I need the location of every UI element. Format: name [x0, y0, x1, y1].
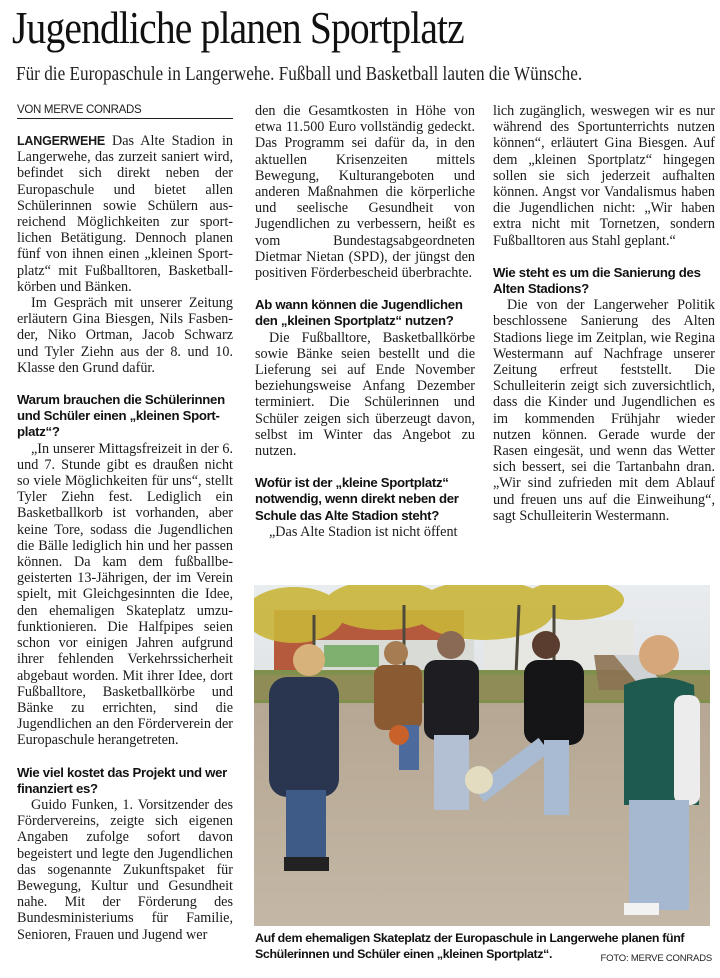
intro-paragraph [17, 133, 233, 295]
photo-caption: Auf dem ehemaligen Skateplatz der Europaschule in Langerwehe planen fünf Schülerinnen und Schüler einen „kleinen Sportplatz“. [255, 931, 685, 961]
article-column-3 [493, 103, 715, 524]
dateline: LANGERWEHE [17, 134, 106, 148]
section-heading: Wofür ist der „kleine Sportplatz“ notwendig, wenn direkt neben der Schule das Alte Stadion steht? [255, 475, 459, 523]
section-heading: Wie viel kostet das Projekt und wer finanziert es? [17, 764, 227, 796]
article-photo [254, 585, 710, 926]
intro-text: Das Alte Stadion in Langerwehe, das zurzeit saniert wird, befindet sich direkt neben der Europaschule und bietet allen Schülerinnen sowie Schülern ausreichend Möglichkeiten zur sportlichen Betätigung. Dennoch planen fünf von ihnen einen „kleinen Sportplatz“ mit Fußballtoren, Basketballkörben und Bänken. [17, 133, 233, 295]
section-heading: Wie steht es um die Sanierung des Alten Stadions? [493, 264, 701, 297]
article-headline: Jugendliche planen Sportplatz [12, 2, 464, 53]
article-column-1 [17, 103, 233, 943]
body-paragraph: „Das Alte Stadion ist nicht öffent [269, 523, 458, 540]
body-paragraph: Die von der Langerweher Politik beschlossene Sanierung des Alten Stadions liege im Zeitplan, wie Regina Westermann auf Nachfrage unserer Zeitung erfreut feststellt. Die Schulleiterin zeigt sich zuversichtlich, dass die Kinder und Jugendlichen es im kommenden Frühjahr wieder nutzen können. Gerade wurde der Rasen eingesät, und wenn das Wetter sich bessert, sei die Tartanbahn dran. „Wir sind zufrieden mit dem Ablauf und freuen uns auf die Einweihung“, sagt Schulleiterin Westermann. [493, 297, 715, 524]
byline: VON MERVE CONRADS [17, 103, 233, 119]
section-heading: Ab wann können die Jugendlichen den „kleinen Sportplatz“ nutzen? [255, 297, 463, 329]
photo-illustration [254, 585, 710, 926]
article-subheadline: Für die Europaschule in Langerwehe. Fußball und Basketball lauten die Wünsche. [16, 63, 583, 85]
body-paragraph: den die Gesamtkosten in Höhe von etwa 11.500 Euro vollständig gedeckt. Das Programm sei dafür da, in den aktuellen Krisenzeiten mittels Bewegung, Kulturangeboten und anderen Maßnahmen die körperliche und seelische Gesundheit von Jugendlichen zu verbessern, heißt es vom Bundestagsabgeordneten Dietmar Nietan (SPD), der jüngst den positiven Förderbescheid überbrachte. [255, 103, 475, 282]
football [465, 766, 493, 794]
body-paragraph: Die Fußballtore, Basketballkörbe sowie Bänke seien bestellt und die Lieferung sei auf Ende November beziehungsweise Anfang Dezember terminiert. Die Schülerinnen und Schüler zeigen sich überzeugt davon, selbst im Winter das Angebot zu nutzen. [255, 329, 475, 460]
body-paragraph: Guido Funken, 1. Vorsitzender des Fördervereins, zeigte sich eigenen Angaben zufolge sofort davon begeistert und legte den Jugendlichen das sogenannte Zukunftspaket für Bewegung, Kultur und Gesundheit nahe. Mit der Förderung des Bundesministeriums für Familie, Senioren, Frauen und Jugend wer [17, 796, 233, 943]
photo-credit: FOTO: MERVE CONRADS [600, 953, 712, 964]
article-column-2 [255, 103, 475, 540]
body-paragraph: Im Gespräch mit unserer Zeitung erläutern Gina Biesgen, Nils Fasbender, Niko Ortman, Jacob Schwarz und Tyler Ziehn aus der 8. und 10. Klasse den Grund dafür. [17, 295, 233, 376]
section-heading: Warum brauchen die Schülerinnen und Schüler einen „kleinen Sportplatz“? [17, 392, 225, 440]
body-paragraph: „In unserer Mittagsfreizeit in der 6. und 7. Stunde gibt es draußen nicht so viele Möglichkeiten für uns“, stellt Tyler Ziehn fest. Lediglich ein Basketballkorb ist vorhanden, aber keine Tore, sodass die Jugendlichen die Bälle lediglich hin und her passen können. Da kam dem fußballbegeisterten 13-Jährigen, der im Verein spielt, mit Gleichgesinnten die Idee, den ehemaligen Skateplatz umzufunktionieren. Die Halfpipes seien schon vor einigen Jahren aufgrund ihrer fehlenden Verkehrssicherheit abgebaut worden. Mit ihrer Idee, dort Fußballtore, Basketballkörbe und Bänke zu errichten, sind die Jugendlichen an den Förderverein der Europaschule herangetreten. [17, 440, 233, 749]
body-paragraph: lich zugänglich, weswegen wir es nur während des Sportunterrichts nutzen können“, erläutert Gina Biesgen. Auf dem „kleinen Sportplatz“ hingegen sollen sie sich jederzeit aufhalten können. Angst vor Vandalismus haben die Jugendlichen nicht: „Wir haben extra nicht mit Tornetzen, sondern Fußballtoren aus Stahl geplant.“ [493, 103, 715, 249]
building-windows [324, 645, 379, 667]
basketball [389, 725, 409, 745]
